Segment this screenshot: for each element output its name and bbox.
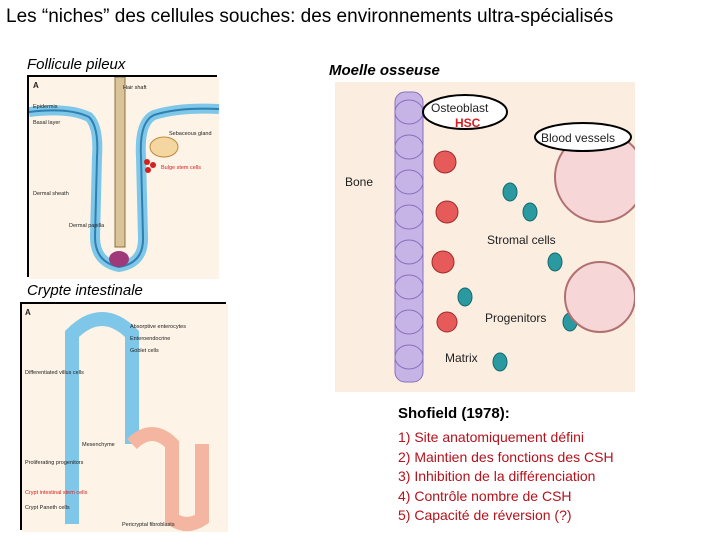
label-bone: Bone [345, 175, 374, 189]
follicle-illustration [27, 75, 217, 277]
shofield-item: 4) Contrôle nombre de CSH [398, 487, 572, 504]
shofield-item: 5) Capacité de réversion (?) [398, 507, 572, 523]
marrow-heading: Moelle osseuse [329, 62, 440, 79]
label-sebaceous-gland: Sebaceous gland [169, 131, 212, 137]
label-blood-vessels: Blood vessels [541, 131, 616, 145]
label-stromal-cells: Stromal cells [487, 233, 556, 247]
follicle-panel-letter: A [33, 81, 39, 90]
label-enteroendocrine: Enteroendocrine [130, 336, 171, 342]
label-epidermis: Epidermis [33, 104, 58, 110]
label-mesenchyme: Mesenchyme [82, 442, 115, 448]
label-absorptive-enterocytes: Absorptive enterocytes [130, 324, 186, 330]
label-osteoblast: Osteoblast [431, 101, 489, 115]
label-progenitors: Progenitors [485, 311, 547, 325]
shofield-item: 2) Maintien des fonctions des CSH [398, 448, 614, 465]
label-hair-shaft: Hair shaft [123, 85, 147, 91]
shofield-criteria [398, 405, 614, 526]
page-title: Les “niches” des cellules souches: des environnements ultra-spécialisés [6, 6, 614, 27]
label-differentiated-villus-cells: Differentiated villus cells [25, 370, 84, 376]
shofield-title: Shofield (1978): [398, 405, 510, 422]
label-crypt-stem-cells: Crypt intestinal stem cells [25, 490, 88, 496]
shofield-item: 1) Site anatomiquement défini [398, 429, 584, 445]
label-proliferating-progenitors: Proliferating progenitors [25, 460, 84, 466]
follicle-heading: Follicule pileux [27, 56, 126, 73]
crypt-illustration [20, 302, 226, 530]
label-paneth-cells: Crypt Paneth cells [25, 505, 70, 511]
label-matrix: Matrix [445, 351, 478, 365]
crypt-heading: Crypte intestinale [27, 282, 143, 299]
label-basal-layer: Basal layer [33, 120, 61, 126]
label-dermal-sheath: Dermal sheath [33, 191, 69, 197]
shofield-item: 3) Inhibition de la différenciation [398, 468, 596, 484]
crypt-panel-letter: A [25, 308, 31, 317]
label-hsc: HSC [455, 116, 481, 130]
label-bulge-stem-cells: Bulge stem cells [161, 165, 202, 171]
label-dermal-papilla: Dermal papilla [69, 223, 105, 229]
label-pericryptal-fibroblasts: Pericryptal fibroblasts [122, 522, 175, 528]
marrow-illustration [335, 82, 635, 392]
label-goblet-cells: Goblet cells [130, 348, 159, 354]
